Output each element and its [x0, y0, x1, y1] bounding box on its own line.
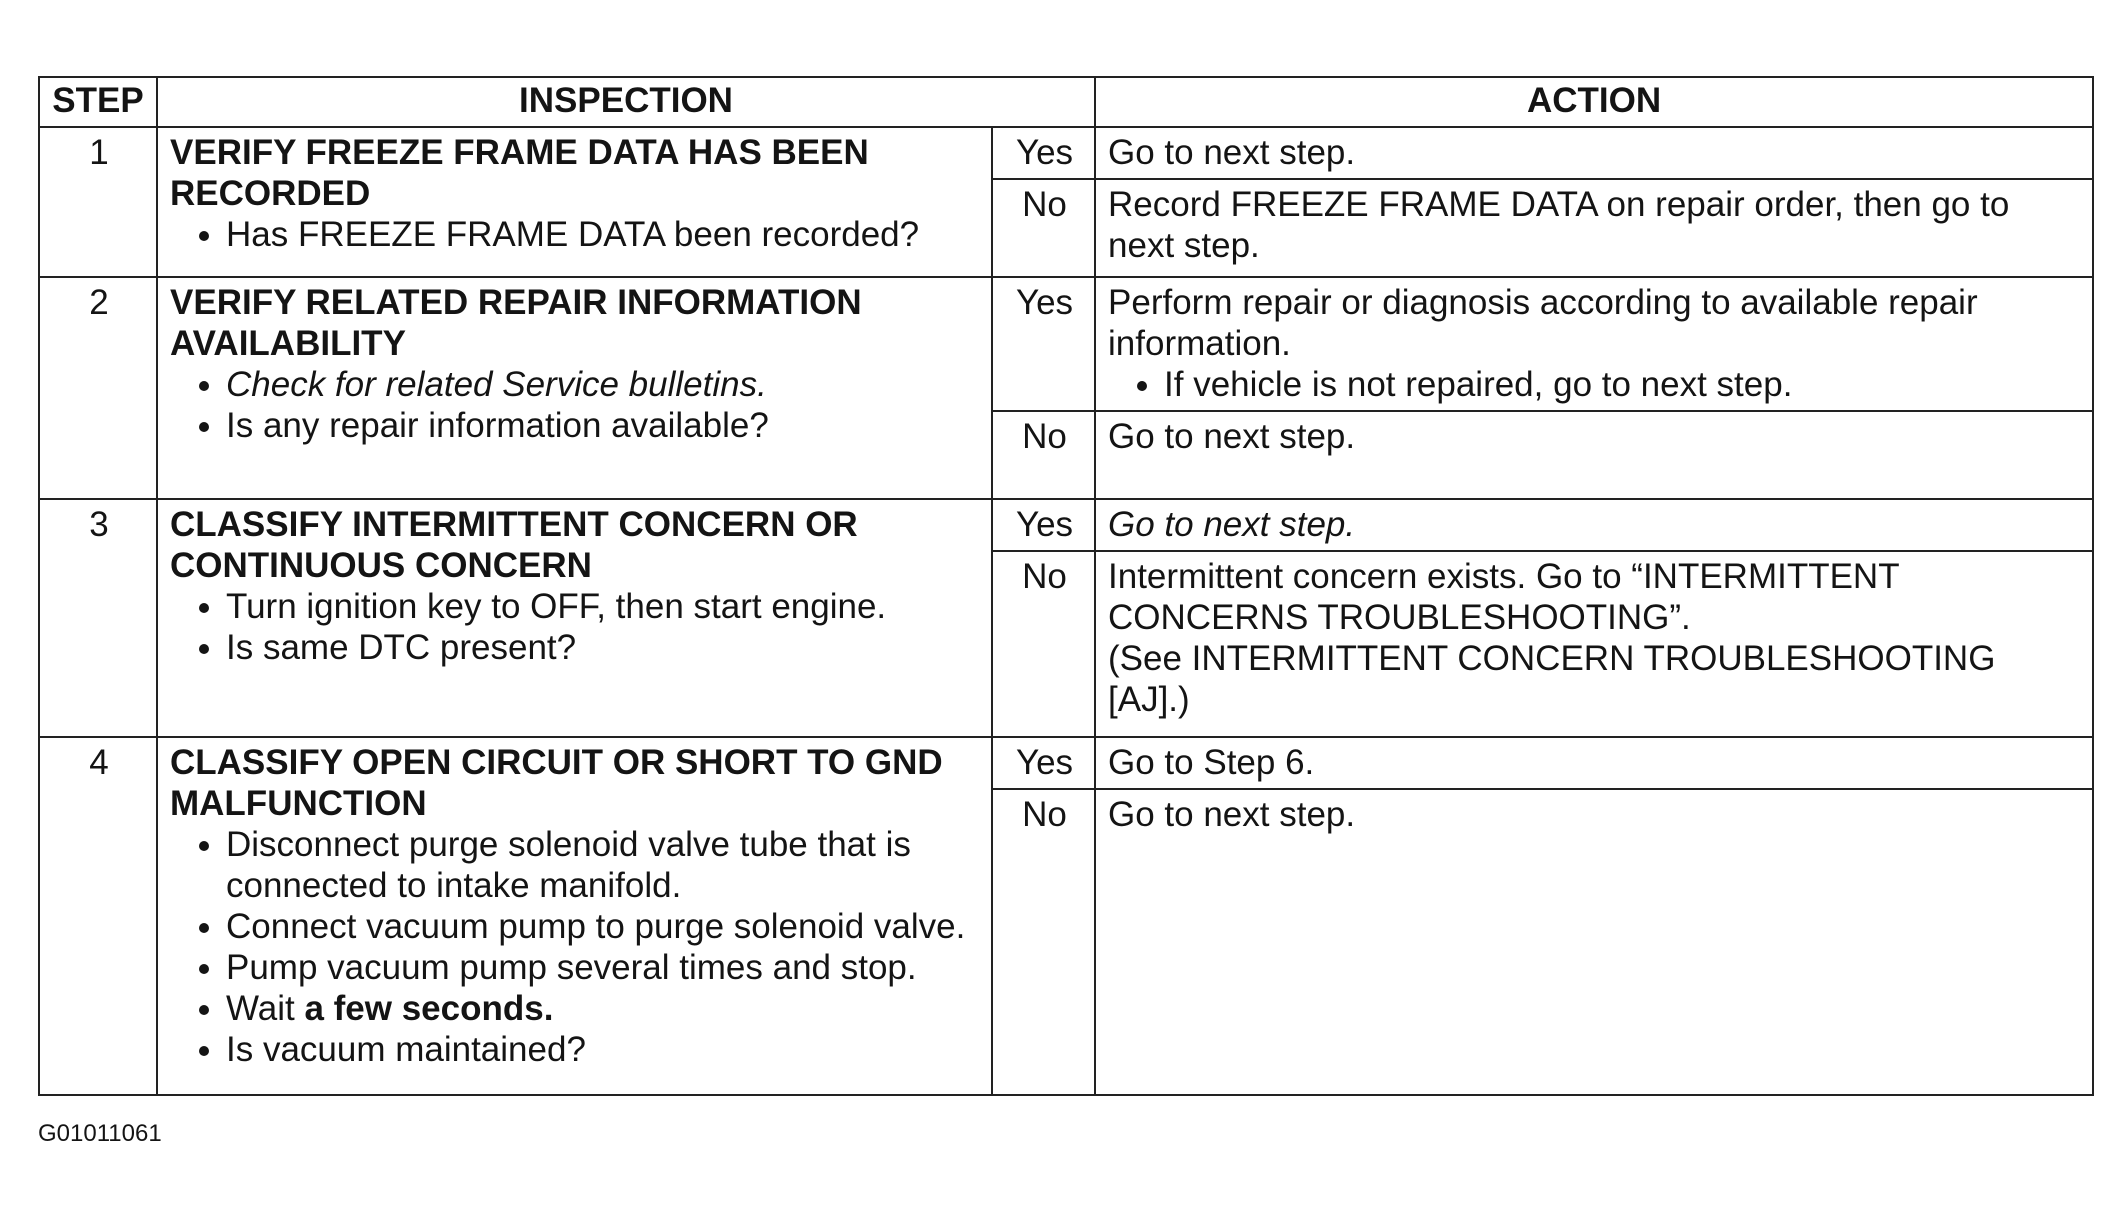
table-row — [39, 499, 2093, 551]
no-action: Record FREEZE FRAME DATA on repair order, then go to next step. — [1095, 179, 2093, 277]
no-action: Go to next step. — [1095, 411, 2093, 499]
inspection-bullets — [170, 364, 981, 446]
step-number: 3 — [39, 499, 157, 737]
step-number: 4 — [39, 737, 157, 1095]
no-action: Go to next step. — [1095, 789, 2093, 1095]
no-label: No — [992, 551, 1095, 737]
inspection-bullet: • Has FREEZE FRAME DATA been recorded? — [226, 214, 981, 255]
inspection-bullets — [170, 586, 981, 668]
no-label: No — [992, 411, 1095, 499]
step-number: 1 — [39, 127, 157, 277]
yes-action-cell — [1095, 277, 2093, 411]
inspection-title: CLASSIFY INTERMITTENT CONCERN OR CONTINUOUS CONCERN — [170, 505, 858, 586]
inspection-bullets — [170, 214, 981, 255]
no-label: No — [992, 179, 1095, 277]
yes-label: Yes — [992, 127, 1095, 179]
inspection-bullet: • Disconnect purge solenoid valve tube that is connected to intake manifold. — [226, 824, 981, 906]
table-header-row — [39, 77, 2093, 127]
inspection-bullet: • Is same DTC present? — [226, 627, 981, 668]
inspection-bullets — [170, 824, 981, 1070]
inspection-bullet: • Is any repair information available? — [226, 405, 981, 446]
no-action-cell — [1095, 551, 2093, 737]
inspection-bullet: • Is vacuum maintained? — [226, 1029, 981, 1070]
inspection-bullet: • Turn ignition key to OFF, then start engine. — [226, 586, 981, 627]
inspection-cell — [157, 277, 992, 499]
wait-duration: a few seconds. — [304, 989, 554, 1029]
inspection-cell — [157, 127, 992, 277]
wait-prefix: Wait — [226, 989, 305, 1029]
yes-action: Go to next step. — [1095, 127, 2093, 179]
table-row — [39, 277, 2093, 411]
no-action-line: (See INTERMITTENT CONCERN TROUBLESHOOTING [AJ].) — [1108, 639, 1996, 720]
step-column-header: STEP — [39, 77, 157, 127]
inspection-title: VERIFY FREEZE FRAME DATA HAS BEEN RECORDED — [170, 133, 869, 213]
inspection-cell — [157, 737, 992, 1095]
inspection-column-header: INSPECTION — [157, 77, 1095, 127]
yes-action: Go to next step. — [1095, 499, 2093, 551]
inspection-bullet: • Connect vacuum pump to purge solenoid valve. — [226, 906, 981, 947]
action-bullets — [1108, 364, 2082, 405]
yes-label: Yes — [992, 277, 1095, 411]
inspection-bullet: • Pump vacuum pump several times and stop. — [226, 947, 981, 988]
no-action-line: Intermittent concern exists. Go to “INTERMITTENT CONCERNS TROUBLESHOOTING”. — [1108, 557, 1899, 638]
action-column-header: ACTION — [1095, 77, 2093, 127]
inspection-cell — [157, 499, 992, 737]
action-bullet: • If vehicle is not repaired, go to next step. — [1164, 364, 2082, 405]
table-row — [39, 127, 2093, 179]
inspection-bullet — [226, 988, 981, 1029]
yes-action: Go to Step 6. — [1095, 737, 2093, 789]
diagnostic-procedure-table — [38, 76, 2094, 1096]
step-number: 2 — [39, 277, 157, 499]
yes-label: Yes — [992, 499, 1095, 551]
yes-label: Yes — [992, 737, 1095, 789]
inspection-title: CLASSIFY OPEN CIRCUIT OR SHORT TO GND MALFUNCTION — [170, 743, 943, 824]
inspection-title: VERIFY RELATED REPAIR INFORMATION AVAILABILITY — [170, 283, 862, 364]
no-label: No — [992, 789, 1095, 1095]
yes-action: Perform repair or diagnosis according to available repair information. — [1108, 283, 1978, 364]
table-row — [39, 737, 2093, 789]
figure-code: G01011061 — [38, 1120, 162, 1147]
inspection-bullet: • Check for related Service bulletins. — [226, 364, 981, 405]
